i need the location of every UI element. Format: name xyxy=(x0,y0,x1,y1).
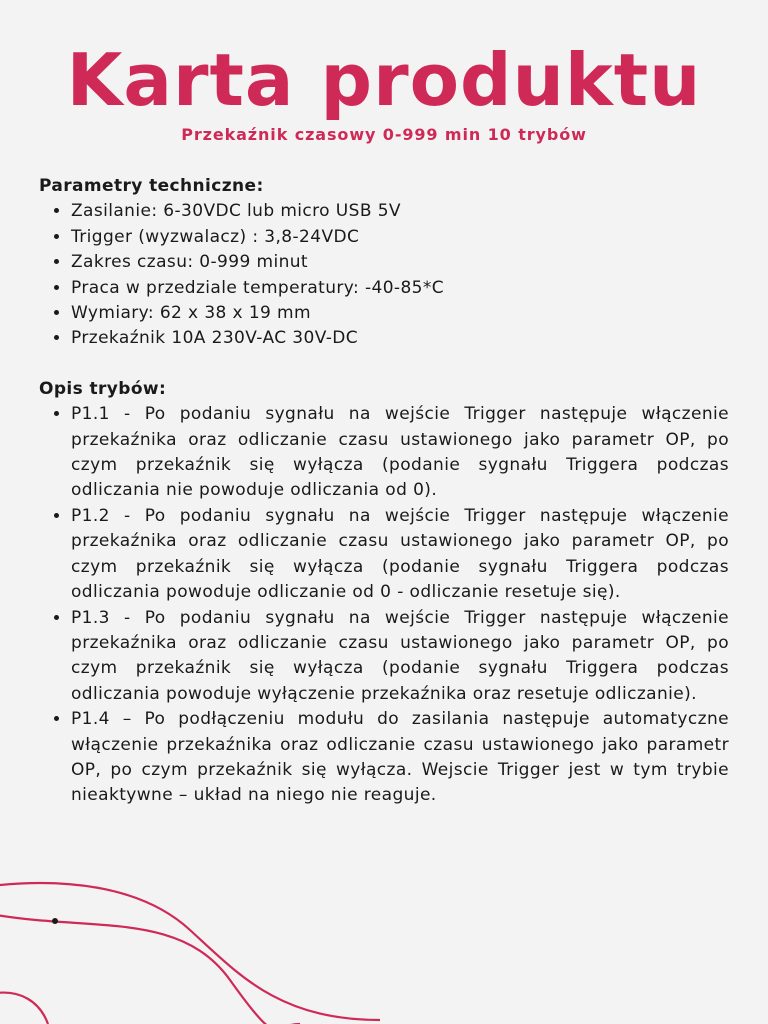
list-item: • P1.1 - Po podaniu sygnału na wejście Trigger następuje włączenie przekaźnika oraz odliczanie czasu ustawionego jako parametr OP, po czym przekaźnik się wyłącza (podanie sygnału Triggera podczas odliczania nie powoduje odliczania od 0). xyxy=(71,402,729,504)
decorative-wave-lines xyxy=(0,870,768,1024)
list-item: • Zakres czasu: 0-999 minut xyxy=(71,250,729,275)
content-body xyxy=(39,174,729,809)
section-spacer xyxy=(39,352,729,377)
technical-parameters-heading: Parametry techniczne: xyxy=(39,176,264,196)
page-subtitle: Przekaźnik czasowy 0-999 min 10 trybów xyxy=(181,125,587,144)
technical-parameters-list xyxy=(39,199,729,351)
wave-line xyxy=(0,993,48,1024)
wave-line xyxy=(0,914,300,1024)
list-item: • Wymiary: 62 x 38 x 19 mm xyxy=(71,301,729,326)
modes-list xyxy=(39,402,729,809)
list-item: • Trigger (wyzwalacz) : 3,8-24VDC xyxy=(71,225,729,250)
list-item: • Przekaźnik 10A 230V-AC 30V-DC xyxy=(71,326,729,351)
modes-heading: Opis trybów: xyxy=(39,378,167,399)
wave-line xyxy=(0,883,380,1020)
decorative-dot xyxy=(52,918,58,924)
list-item: • P1.3 - Po podaniu sygnału na wejście Trigger następuje włączenie przekaźnika oraz odliczanie czasu ustawionego jako parametr OP, po czym przekaźnik się wyłącza (podanie sygnału Triggera podczas odliczania powoduje wyłączenie przekaźnika oraz resetuje odliczanie). xyxy=(71,606,729,708)
list-item: • Praca w przedziale temperatury: -40-85*C xyxy=(71,276,729,301)
list-item: • P1.2 - Po podaniu sygnału na wejście Trigger następuje włączenie przekaźnika oraz odliczanie czasu ustawionego jako parametr OP, po czym przekaźnik się wyłącza (podanie sygnału Triggera podczas odliczania powoduje odliczanie od 0 - odliczanie resetuje się). xyxy=(71,504,729,606)
list-item: • Zasilanie: 6-30VDC lub micro USB 5V xyxy=(71,199,729,224)
list-item: • P1.4 – Po podłączeniu modułu do zasilania następuje automatyczne włączenie przekaźnika oraz odliczanie czasu ustawionego jako parametr OP, po czym przekaźnik się wyłącza. Wejscie Trigger jest w tym trybie nieaktywne – układ na niego nie reaguje. xyxy=(71,707,729,809)
page-title: Karta produktu xyxy=(66,38,702,122)
